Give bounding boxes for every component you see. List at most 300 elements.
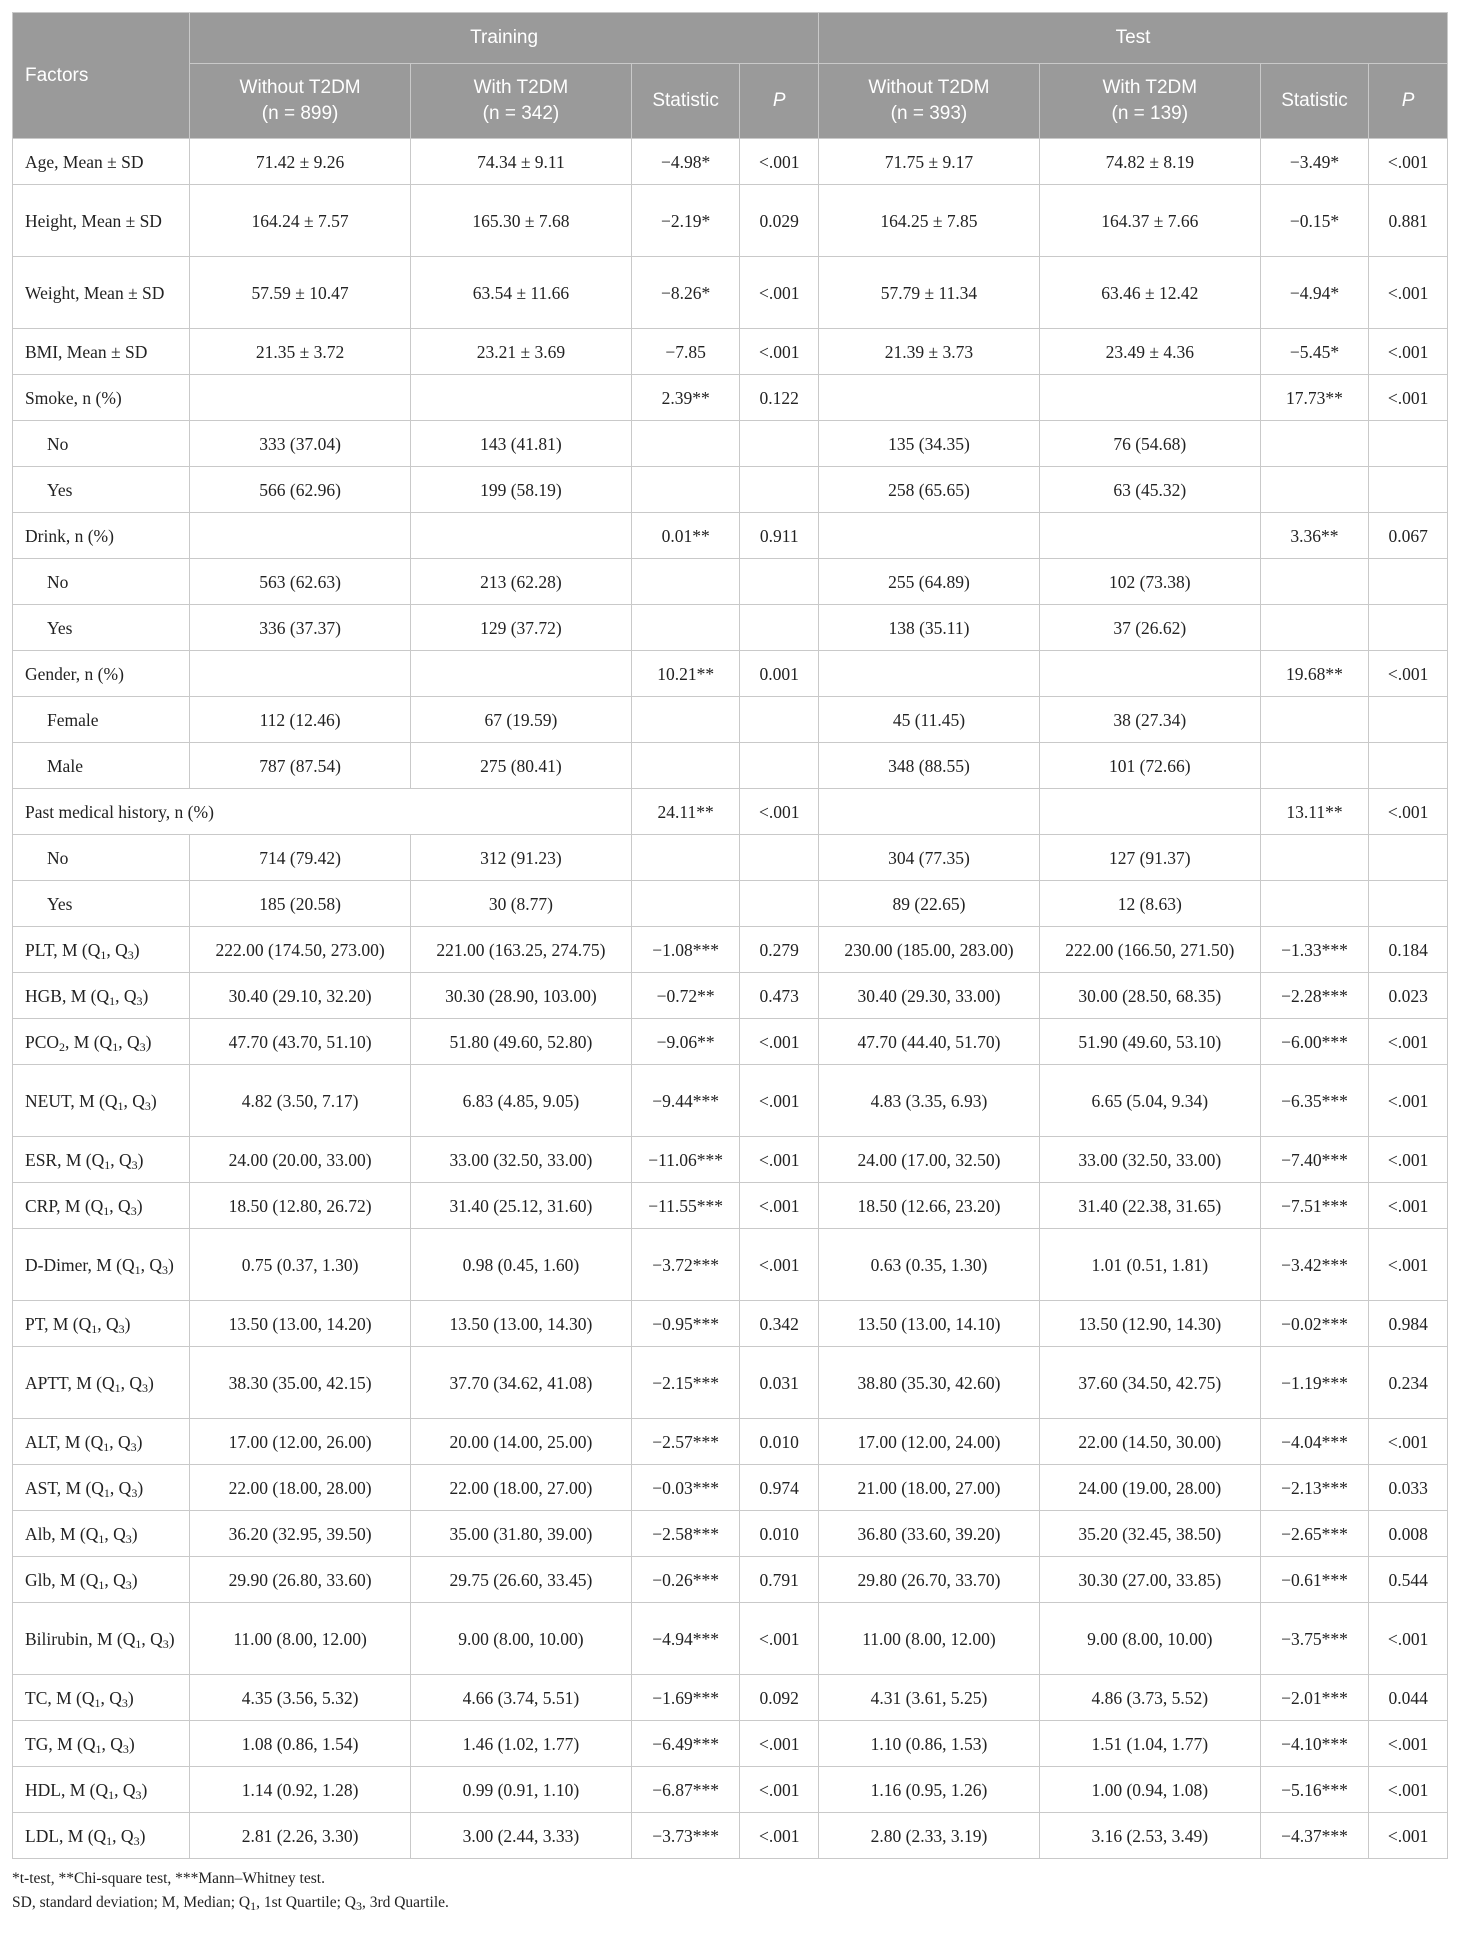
table-row: [13, 1603, 1448, 1675]
factor-cell: $PCO_2$, M ($Q_1$, $Q_3$): [13, 1019, 190, 1065]
factor-cell: NEUT, M ($Q_1$, $Q_3$): [13, 1065, 190, 1137]
factor-cell: APTT, M ($Q_1$, $Q_3$): [13, 1347, 190, 1419]
test-with-cell: 30.00 (28.50, 68.35): [1039, 973, 1260, 1019]
test-p-cell: <.001: [1369, 1065, 1448, 1137]
training-p-cell: 0.029: [740, 185, 819, 257]
test-without-cell: 0.63 (0.35, 1.30): [819, 1229, 1040, 1301]
training-with-cell: 4.66 (3.74, 5.51): [411, 1675, 632, 1721]
table-row: [13, 1721, 1448, 1767]
test-with-cell: 23.49 ± 4.36: [1039, 329, 1260, 375]
training-statistic-cell: 24.11**: [631, 789, 740, 835]
footnotes: [12, 1867, 1448, 1915]
test-without-cell: 258 (65.65): [819, 467, 1040, 513]
training-statistic-cell: 10.21**: [631, 651, 740, 697]
training-without-cell: 47.70 (43.70, 51.10): [190, 1019, 411, 1065]
training-p-cell: [740, 421, 819, 467]
training-without-cell: 11.00 (8.00, 12.00): [190, 1603, 411, 1675]
training-p-cell: [740, 743, 819, 789]
test-without-cell: 11.00 (8.00, 12.00): [819, 1603, 1040, 1675]
test-p-cell: [1369, 881, 1448, 927]
footnote-tests: *t-test, **Chi-square test, ***Mann–Whitney test.: [12, 1870, 325, 1887]
training-without-cell: 2.81 (2.26, 3.30): [190, 1813, 411, 1859]
test-p-cell: [1369, 835, 1448, 881]
test-with-cell: 9.00 (8.00, 10.00): [1039, 1603, 1260, 1675]
training-statistic-cell: [631, 467, 740, 513]
test-p-cell: 0.184: [1369, 927, 1448, 973]
test-without-cell: 30.40 (29.30, 33.00): [819, 973, 1040, 1019]
training-with-cell: 30 (8.77): [411, 881, 632, 927]
header-count: (n = 899): [261, 103, 339, 124]
training-without-cell: 17.00 (12.00, 26.00): [190, 1419, 411, 1465]
factor-cell: ESR, M ($Q_1$, $Q_3$): [13, 1137, 190, 1183]
test-without-cell: 4.83 (3.35, 6.93): [819, 1065, 1040, 1137]
training-with-cell: 165.30 ± 7.68: [411, 185, 632, 257]
training-statistic-cell: −3.73***: [631, 1813, 740, 1859]
test-statistic-cell: 13.11**: [1260, 789, 1369, 835]
test-with-cell: 22.00 (14.50, 30.00): [1039, 1419, 1260, 1465]
test-p-cell: <.001: [1369, 651, 1448, 697]
training-p-cell: 0.342: [740, 1301, 819, 1347]
factor-cell: Alb, M ($Q_1$, $Q_3$): [13, 1511, 190, 1557]
test-p-cell: <.001: [1369, 1603, 1448, 1675]
test-p-cell: [1369, 743, 1448, 789]
test-statistic-cell: [1260, 881, 1369, 927]
training-with-cell: 0.98 (0.45, 1.60): [411, 1229, 632, 1301]
factor-cell: Yes: [13, 467, 190, 513]
test-with-cell: 1.00 (0.94, 1.08): [1039, 1767, 1260, 1813]
training-with-cell: 51.80 (49.60, 52.80): [411, 1019, 632, 1065]
test-without-cell: 29.80 (26.70, 33.70): [819, 1557, 1040, 1603]
table-row: [13, 421, 1448, 467]
test-p-cell: <.001: [1369, 139, 1448, 185]
test-without-cell: [819, 789, 1040, 835]
test-with-cell: 3.16 (2.53, 3.49): [1039, 1813, 1260, 1859]
training-p-cell: [740, 697, 819, 743]
test-without-cell: [819, 375, 1040, 421]
factor-cell: AST, M ($Q_1$, $Q_3$): [13, 1465, 190, 1511]
test-p-cell: 0.067: [1369, 513, 1448, 559]
table-row: [13, 1767, 1448, 1813]
training-without-cell: 24.00 (20.00, 33.00): [190, 1137, 411, 1183]
table-row: [13, 835, 1448, 881]
test-p-cell: <.001: [1369, 1419, 1448, 1465]
test-p-cell: 0.033: [1369, 1465, 1448, 1511]
training-without-cell: 566 (62.96): [190, 467, 411, 513]
table-row: [13, 789, 1448, 835]
test-statistic-cell: −4.37***: [1260, 1813, 1369, 1859]
training-statistic-cell: [631, 605, 740, 651]
test-statistic-cell: −3.49*: [1260, 139, 1369, 185]
table-row: [13, 1347, 1448, 1419]
training-without-cell: 336 (37.37): [190, 605, 411, 651]
test-without-cell: [819, 513, 1040, 559]
test-p-cell: <.001: [1369, 329, 1448, 375]
test-p-cell: <.001: [1369, 1813, 1448, 1859]
training-without-cell: 1.08 (0.86, 1.54): [190, 1721, 411, 1767]
factor-cell: PLT, M ($Q_1$, $Q_3$): [13, 927, 190, 973]
test-p-cell: <.001: [1369, 1137, 1448, 1183]
header-training: Training: [190, 13, 819, 64]
test-with-cell: 12 (8.63): [1039, 881, 1260, 927]
factor-cell: D-Dimer, M ($Q_1$, $Q_3$): [13, 1229, 190, 1301]
test-statistic-cell: −2.13***: [1260, 1465, 1369, 1511]
training-without-cell: 30.40 (29.10, 32.20): [190, 973, 411, 1019]
test-without-cell: 38.80 (35.30, 42.60): [819, 1347, 1040, 1419]
table-row: [13, 1301, 1448, 1347]
factor-cell: Age, Mean ± SD: [13, 139, 190, 185]
table-body: [13, 139, 1448, 1859]
test-statistic-cell: 17.73**: [1260, 375, 1369, 421]
test-p-cell: <.001: [1369, 375, 1448, 421]
test-statistic-cell: [1260, 605, 1369, 651]
training-without-cell: [190, 375, 411, 421]
table-row: [13, 605, 1448, 651]
test-p-cell: [1369, 559, 1448, 605]
header-factors: Factors: [13, 13, 190, 139]
test-statistic-cell: [1260, 697, 1369, 743]
test-statistic-cell: −0.02***: [1260, 1301, 1369, 1347]
training-p-cell: 0.001: [740, 651, 819, 697]
training-statistic-cell: −7.85: [631, 329, 740, 375]
factor-cell: HDL, M ($Q_1$, $Q_3$): [13, 1767, 190, 1813]
training-with-cell: 74.34 ± 9.11: [411, 139, 632, 185]
training-statistic-cell: −3.72***: [631, 1229, 740, 1301]
test-with-cell: 30.30 (27.00, 33.85): [1039, 1557, 1260, 1603]
training-without-cell: [190, 651, 411, 697]
test-without-cell: 71.75 ± 9.17: [819, 139, 1040, 185]
test-statistic-cell: [1260, 743, 1369, 789]
test-without-cell: 18.50 (12.66, 23.20): [819, 1183, 1040, 1229]
table-header: [13, 13, 1448, 139]
test-p-cell: 0.023: [1369, 973, 1448, 1019]
test-statistic-cell: −2.28***: [1260, 973, 1369, 1019]
test-p-cell: <.001: [1369, 1183, 1448, 1229]
training-without-cell: 22.00 (18.00, 28.00): [190, 1465, 411, 1511]
test-without-cell: 255 (64.89): [819, 559, 1040, 605]
table-row: [13, 697, 1448, 743]
training-p-cell: 0.031: [740, 1347, 819, 1419]
training-p-cell: <.001: [740, 1229, 819, 1301]
test-with-cell: 164.37 ± 7.66: [1039, 185, 1260, 257]
test-without-cell: 230.00 (185.00, 283.00): [819, 927, 1040, 973]
test-statistic-cell: −6.00***: [1260, 1019, 1369, 1065]
factor-cell: Gender, n (%): [13, 651, 190, 697]
table-row: [13, 1557, 1448, 1603]
training-statistic-cell: −1.69***: [631, 1675, 740, 1721]
training-without-cell: 222.00 (174.50, 273.00): [190, 927, 411, 973]
factor-cell: TG, M ($Q_1$, $Q_3$): [13, 1721, 190, 1767]
training-statistic-cell: −2.19*: [631, 185, 740, 257]
test-without-cell: 304 (77.35): [819, 835, 1040, 881]
factor-cell: No: [13, 559, 190, 605]
test-statistic-cell: −1.19***: [1260, 1347, 1369, 1419]
factor-cell: Yes: [13, 605, 190, 651]
test-statistic-cell: 19.68**: [1260, 651, 1369, 697]
training-with-cell: 20.00 (14.00, 25.00): [411, 1419, 632, 1465]
test-p-cell: <.001: [1369, 1019, 1448, 1065]
training-with-cell: 143 (41.81): [411, 421, 632, 467]
training-statistic-cell: −2.57***: [631, 1419, 740, 1465]
training-without-cell: 57.59 ± 10.47: [190, 257, 411, 329]
training-with-cell: 33.00 (32.50, 33.00): [411, 1137, 632, 1183]
training-statistic-cell: −0.72**: [631, 973, 740, 1019]
training-statistic-cell: [631, 421, 740, 467]
training-statistic-cell: 0.01**: [631, 513, 740, 559]
training-statistic-cell: [631, 697, 740, 743]
training-p-cell: 0.791: [740, 1557, 819, 1603]
table-row: [13, 513, 1448, 559]
factor-cell: Smoke, n (%): [13, 375, 190, 421]
factor-cell: Drink, n (%): [13, 513, 190, 559]
training-p-cell: [740, 467, 819, 513]
test-without-cell: 164.25 ± 7.85: [819, 185, 1040, 257]
test-with-cell: 4.86 (3.73, 5.52): [1039, 1675, 1260, 1721]
test-statistic-cell: −5.16***: [1260, 1767, 1369, 1813]
header-count: (n = 139): [1111, 103, 1189, 124]
training-statistic-cell: 2.39**: [631, 375, 740, 421]
test-p-cell: <.001: [1369, 1721, 1448, 1767]
training-p-cell: <.001: [740, 1065, 819, 1137]
training-p-cell: <.001: [740, 1721, 819, 1767]
training-p-cell: 0.974: [740, 1465, 819, 1511]
training-without-cell: 333 (37.04): [190, 421, 411, 467]
training-with-cell: 9.00 (8.00, 10.00): [411, 1603, 632, 1675]
test-with-cell: 24.00 (19.00, 28.00): [1039, 1465, 1260, 1511]
training-p-cell: <.001: [740, 1183, 819, 1229]
header-test-with: [1039, 64, 1260, 139]
training-with-cell: 13.50 (13.00, 14.30): [411, 1301, 632, 1347]
test-statistic-cell: −6.35***: [1260, 1065, 1369, 1137]
training-statistic-cell: −0.03***: [631, 1465, 740, 1511]
test-with-cell: 101 (72.66): [1039, 743, 1260, 789]
header-count: (n = 393): [890, 103, 968, 124]
test-statistic-cell: −0.61***: [1260, 1557, 1369, 1603]
training-statistic-cell: −0.95***: [631, 1301, 740, 1347]
training-statistic-cell: [631, 835, 740, 881]
factor-cell: Female: [13, 697, 190, 743]
table-row: [13, 329, 1448, 375]
table-row: [13, 1065, 1448, 1137]
training-without-cell: 18.50 (12.80, 26.72): [190, 1183, 411, 1229]
training-p-cell: 0.473: [740, 973, 819, 1019]
training-without-cell: [190, 513, 411, 559]
training-without-cell: 1.14 (0.92, 1.28): [190, 1767, 411, 1813]
training-with-cell: 30.30 (28.90, 103.00): [411, 973, 632, 1019]
training-with-cell: 63.54 ± 11.66: [411, 257, 632, 329]
header-test-statistic: Statistic: [1260, 64, 1369, 139]
test-with-cell: 6.65 (5.04, 9.34): [1039, 1065, 1260, 1137]
test-with-cell: 51.90 (49.60, 53.10): [1039, 1019, 1260, 1065]
header-test: Test: [819, 13, 1448, 64]
training-p-cell: 0.279: [740, 927, 819, 973]
training-without-cell: 71.42 ± 9.26: [190, 139, 411, 185]
training-with-cell: 35.00 (31.80, 39.00): [411, 1511, 632, 1557]
test-with-cell: [1039, 789, 1260, 835]
test-without-cell: 47.70 (44.40, 51.70): [819, 1019, 1040, 1065]
training-statistic-cell: [631, 559, 740, 605]
footnote-abbreviations: SD, standard deviation; M, Median; $Q_1$, 1st Quartile; $Q_3$, 3rd Quartile.: [12, 1894, 449, 1913]
training-without-cell: 4.35 (3.56, 5.32): [190, 1675, 411, 1721]
test-without-cell: 57.79 ± 11.34: [819, 257, 1040, 329]
training-without-cell: 112 (12.46): [190, 697, 411, 743]
training-p-cell: 0.092: [740, 1675, 819, 1721]
training-with-cell: 221.00 (163.25, 274.75): [411, 927, 632, 973]
factor-cell: No: [13, 421, 190, 467]
training-p-cell: [740, 835, 819, 881]
training-p-cell: <.001: [740, 1813, 819, 1859]
training-with-cell: 129 (37.72): [411, 605, 632, 651]
test-without-cell: 4.31 (3.61, 5.25): [819, 1675, 1040, 1721]
training-p-cell: <.001: [740, 789, 819, 835]
test-statistic-cell: −1.33***: [1260, 927, 1369, 973]
factor-cell: LDL, M ($Q_1$, $Q_3$): [13, 1813, 190, 1859]
test-without-cell: 21.39 ± 3.73: [819, 329, 1040, 375]
test-with-cell: [1039, 651, 1260, 697]
table-row: [13, 881, 1448, 927]
training-with-cell: 312 (91.23): [411, 835, 632, 881]
training-without-cell: 29.90 (26.80, 33.60): [190, 1557, 411, 1603]
table-row: [13, 973, 1448, 1019]
table-row: [13, 1511, 1448, 1557]
test-p-cell: 0.044: [1369, 1675, 1448, 1721]
test-without-cell: 17.00 (12.00, 24.00): [819, 1419, 1040, 1465]
test-p-cell: <.001: [1369, 789, 1448, 835]
test-with-cell: 38 (27.34): [1039, 697, 1260, 743]
training-with-cell: [411, 375, 632, 421]
header-test-p: P: [1369, 64, 1448, 139]
training-with-cell: 29.75 (26.60, 33.45): [411, 1557, 632, 1603]
test-with-cell: 31.40 (22.38, 31.65): [1039, 1183, 1260, 1229]
training-without-cell: 21.35 ± 3.72: [190, 329, 411, 375]
training-p-cell: <.001: [740, 1603, 819, 1675]
test-with-cell: 74.82 ± 8.19: [1039, 139, 1260, 185]
training-statistic-cell: −8.26*: [631, 257, 740, 329]
table-row: [13, 559, 1448, 605]
training-without-cell: 185 (20.58): [190, 881, 411, 927]
table-row: [13, 1813, 1448, 1859]
training-with-cell: 6.83 (4.85, 9.05): [411, 1065, 632, 1137]
test-p-cell: <.001: [1369, 1229, 1448, 1301]
table-row: [13, 185, 1448, 257]
test-statistic-cell: −4.10***: [1260, 1721, 1369, 1767]
training-without-cell: 714 (79.42): [190, 835, 411, 881]
training-with-cell: 0.99 (0.91, 1.10): [411, 1767, 632, 1813]
test-statistic-cell: [1260, 467, 1369, 513]
test-with-cell: 13.50 (12.90, 14.30): [1039, 1301, 1260, 1347]
training-p-cell: <.001: [740, 1767, 819, 1813]
training-statistic-cell: −4.94***: [631, 1603, 740, 1675]
factor-cell: CRP, M ($Q_1$, $Q_3$): [13, 1183, 190, 1229]
test-without-cell: 13.50 (13.00, 14.10): [819, 1301, 1040, 1347]
training-without-cell: 563 (62.63): [190, 559, 411, 605]
test-statistic-cell: −7.51***: [1260, 1183, 1369, 1229]
test-with-cell: 35.20 (32.45, 38.50): [1039, 1511, 1260, 1557]
table-row: [13, 927, 1448, 973]
header-training-with: [411, 64, 632, 139]
factor-cell: Glb, M ($Q_1$, $Q_3$): [13, 1557, 190, 1603]
test-with-cell: [1039, 375, 1260, 421]
header-training-p: P: [740, 64, 819, 139]
test-p-cell: 0.234: [1369, 1347, 1448, 1419]
training-with-cell: 37.70 (34.62, 41.08): [411, 1347, 632, 1419]
test-without-cell: 1.16 (0.95, 1.26): [819, 1767, 1040, 1813]
table-row: [13, 467, 1448, 513]
test-statistic-cell: −3.42***: [1260, 1229, 1369, 1301]
training-statistic-cell: −6.87***: [631, 1767, 740, 1813]
test-with-cell: 222.00 (166.50, 271.50): [1039, 927, 1260, 973]
table-row: [13, 1675, 1448, 1721]
training-with-cell: 3.00 (2.44, 3.33): [411, 1813, 632, 1859]
test-statistic-cell: −2.65***: [1260, 1511, 1369, 1557]
training-with-cell: [411, 651, 632, 697]
test-with-cell: 102 (73.38): [1039, 559, 1260, 605]
training-p-cell: <.001: [740, 257, 819, 329]
factor-cell: Weight, Mean ± SD: [13, 257, 190, 329]
test-p-cell: 0.544: [1369, 1557, 1448, 1603]
factor-cell: TC, M ($Q_1$, $Q_3$): [13, 1675, 190, 1721]
training-p-cell: <.001: [740, 1019, 819, 1065]
test-statistic-cell: [1260, 835, 1369, 881]
table-row: [13, 375, 1448, 421]
test-statistic-cell: −4.94*: [1260, 257, 1369, 329]
test-without-cell: 45 (11.45): [819, 697, 1040, 743]
training-statistic-cell: −2.58***: [631, 1511, 740, 1557]
test-statistic-cell: 3.36**: [1260, 513, 1369, 559]
training-p-cell: <.001: [740, 1137, 819, 1183]
factor-cell: PT, M ($Q_1$, $Q_3$): [13, 1301, 190, 1347]
header-test-without: [819, 64, 1040, 139]
header-label: Without T2DM: [868, 77, 990, 98]
test-p-cell: <.001: [1369, 257, 1448, 329]
test-without-cell: 89 (22.65): [819, 881, 1040, 927]
test-without-cell: 1.10 (0.86, 1.53): [819, 1721, 1040, 1767]
table-row: [13, 651, 1448, 697]
header-label: With T2DM: [473, 77, 569, 98]
test-without-cell: 348 (88.55): [819, 743, 1040, 789]
test-p-cell: 0.984: [1369, 1301, 1448, 1347]
training-p-cell: [740, 559, 819, 605]
training-p-cell: 0.010: [740, 1419, 819, 1465]
factor-cell: Yes: [13, 881, 190, 927]
training-p-cell: <.001: [740, 329, 819, 375]
table-row: [13, 257, 1448, 329]
test-with-cell: 37.60 (34.50, 42.75): [1039, 1347, 1260, 1419]
training-without-cell: 38.30 (35.00, 42.15): [190, 1347, 411, 1419]
training-p-cell: [740, 605, 819, 651]
factor-cell: Past medical history, n (%): [13, 789, 632, 835]
table-row: [13, 1137, 1448, 1183]
factor-cell: No: [13, 835, 190, 881]
test-without-cell: [819, 651, 1040, 697]
test-with-cell: [1039, 513, 1260, 559]
test-p-cell: <.001: [1369, 1767, 1448, 1813]
test-statistic-cell: [1260, 421, 1369, 467]
training-statistic-cell: −11.55***: [631, 1183, 740, 1229]
header-count: (n = 342): [482, 103, 560, 124]
training-without-cell: 787 (87.54): [190, 743, 411, 789]
training-without-cell: 164.24 ± 7.57: [190, 185, 411, 257]
training-with-cell: [411, 513, 632, 559]
test-statistic-cell: −7.40***: [1260, 1137, 1369, 1183]
test-without-cell: 24.00 (17.00, 32.50): [819, 1137, 1040, 1183]
test-without-cell: 36.80 (33.60, 39.20): [819, 1511, 1040, 1557]
training-statistic-cell: [631, 743, 740, 789]
training-statistic-cell: −0.26***: [631, 1557, 740, 1603]
factor-cell: Height, Mean ± SD: [13, 185, 190, 257]
test-without-cell: 2.80 (2.33, 3.19): [819, 1813, 1040, 1859]
table-row: [13, 1019, 1448, 1065]
training-statistic-cell: [631, 881, 740, 927]
